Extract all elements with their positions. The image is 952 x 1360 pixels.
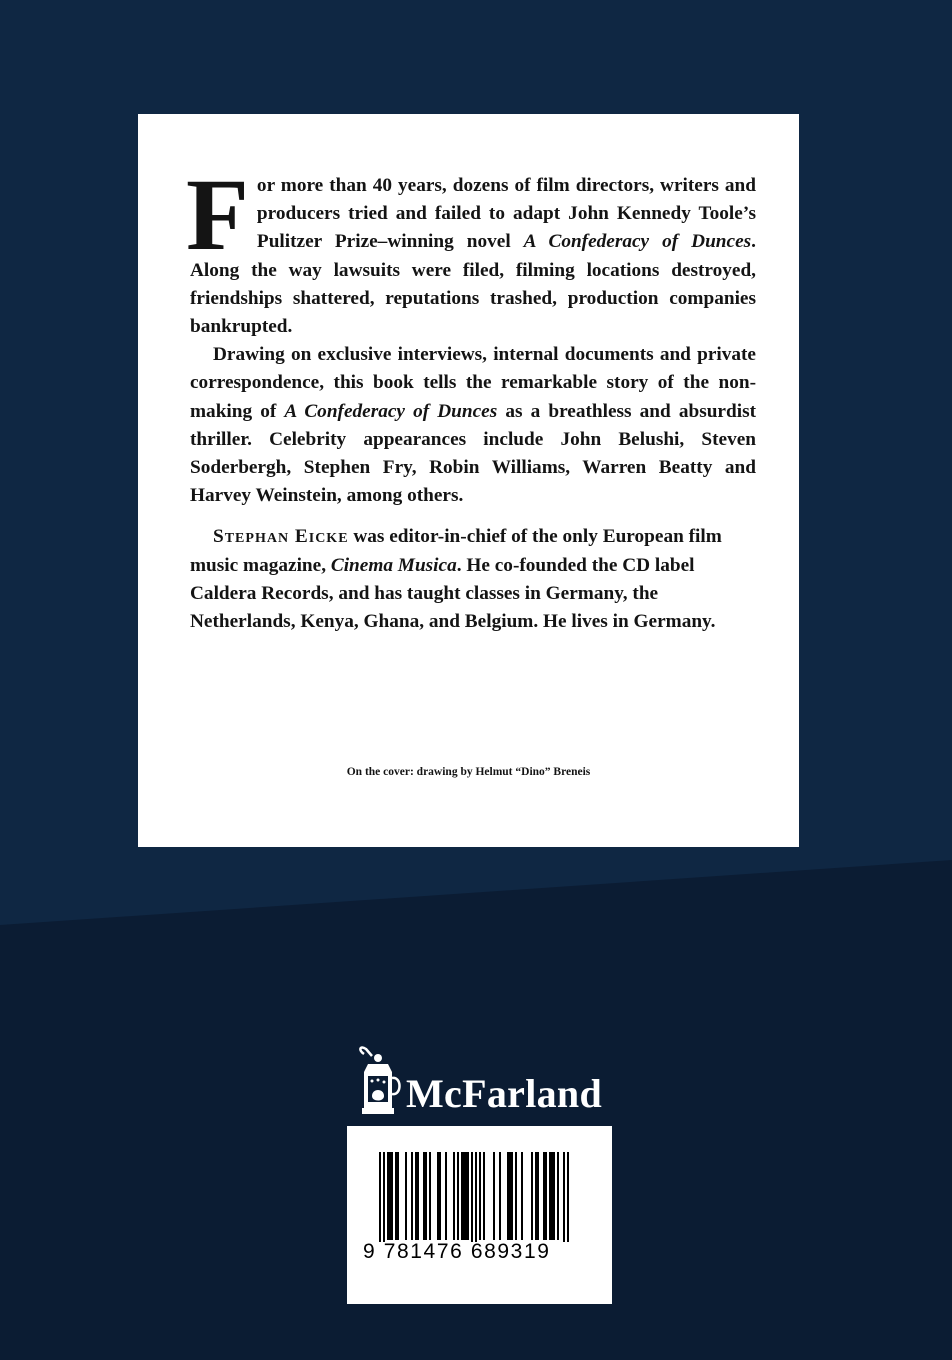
barcode-bar	[461, 1152, 463, 1240]
barcode-bar	[479, 1152, 481, 1240]
barcode-bar	[423, 1152, 425, 1240]
barcode-bar	[383, 1152, 385, 1242]
barcode-bar	[439, 1152, 441, 1240]
barcode-bar	[507, 1152, 509, 1240]
barcode-bar	[545, 1152, 547, 1240]
barcode-bar	[471, 1152, 473, 1242]
barcode-bar	[537, 1152, 539, 1240]
author-bio: Stephan Eicke was editor-in-chief of the only European film music magazine, Cinema Musica. He co-founded the CD label Caldera Records, and has taught classes in Germany, the Netherlands, Kenya, Ghana, and Belgium. He lives in Germany.	[190, 526, 722, 633]
barcode-bar	[391, 1152, 393, 1240]
barcode-bar	[553, 1152, 555, 1240]
barcode-bar	[429, 1152, 431, 1240]
barcode-bar	[483, 1152, 485, 1240]
barcode-bar	[395, 1152, 397, 1240]
barcode-bar	[557, 1152, 559, 1240]
description-paragraph-2: Drawing on exclusive interviews, internal documents and private correspondence, this book tells the remarkable story of the non-making of A Confederacy of Dunces as a breathless and absurdist thriller. Celebrity appearances include John Belushi, Steven Soderbergh, Stephen Fry, Robin Williams, Warren Beatty and Harvey Weinstein, among others.	[190, 344, 756, 507]
barcode-bar	[379, 1152, 381, 1242]
isbn-barcode	[347, 1126, 612, 1304]
barcode-bar	[463, 1152, 465, 1240]
barcode-bar	[405, 1152, 407, 1240]
barcode-bar	[511, 1152, 513, 1240]
barcode-bar	[417, 1152, 419, 1240]
barcode-bar	[535, 1152, 537, 1240]
barcode-bar	[543, 1152, 545, 1240]
description-paragraph-1: For more than 40 years, dozens of film directors, writers and producers tried and failed to adapt John Kennedy Toole’s Pulitzer Prize–winning novel A Confederacy of Dunces. Along the way lawsuits were filed, filming locations destroyed, friendships shattered, reputations trashed, production companies bankrupted.	[186, 158, 756, 338]
barcode-bar	[437, 1152, 439, 1240]
cover-credit: On the cover: drawing by Helmut “Dino” Breneis	[346, 766, 591, 778]
author-name: Stephan Eicke	[213, 526, 349, 548]
drop-cap: F	[186, 158, 249, 272]
barcode-bar	[389, 1152, 391, 1240]
barcode-bar	[509, 1152, 511, 1240]
barcode-bar	[445, 1152, 447, 1240]
barcode-bar	[515, 1152, 517, 1240]
book-title: A Confederacy of Dunces	[284, 400, 498, 422]
barcode-bar	[425, 1152, 427, 1240]
barcode-bar	[411, 1152, 413, 1240]
isbn-number: 9 781476 689319	[363, 1240, 551, 1263]
barcode-bar	[397, 1152, 399, 1240]
barcode-bar	[467, 1152, 469, 1240]
barcode-bar	[551, 1152, 553, 1240]
barcode-bar	[453, 1152, 455, 1240]
publisher-name: McFarland	[406, 1071, 603, 1116]
barcode-bar	[465, 1152, 467, 1240]
barcode-bar	[475, 1152, 477, 1242]
barcode-bar	[457, 1152, 459, 1240]
magazine-title: Cinema Musica	[330, 554, 457, 576]
barcode-bar	[521, 1152, 523, 1240]
publisher-logo	[352, 1046, 612, 1122]
barcode-bar	[563, 1152, 565, 1242]
lantern-icon	[352, 1046, 402, 1122]
barcode-bar	[567, 1152, 569, 1242]
barcode-bar	[549, 1152, 551, 1240]
barcode-bar	[493, 1152, 495, 1240]
barcode-bar	[531, 1152, 533, 1240]
book-description	[186, 158, 756, 636]
barcode-bar	[387, 1152, 389, 1240]
barcode-bar	[499, 1152, 501, 1240]
book-title: A Confederacy of Dunces	[523, 231, 752, 253]
barcode-bar	[415, 1152, 417, 1240]
barcode-bars	[379, 1152, 579, 1242]
